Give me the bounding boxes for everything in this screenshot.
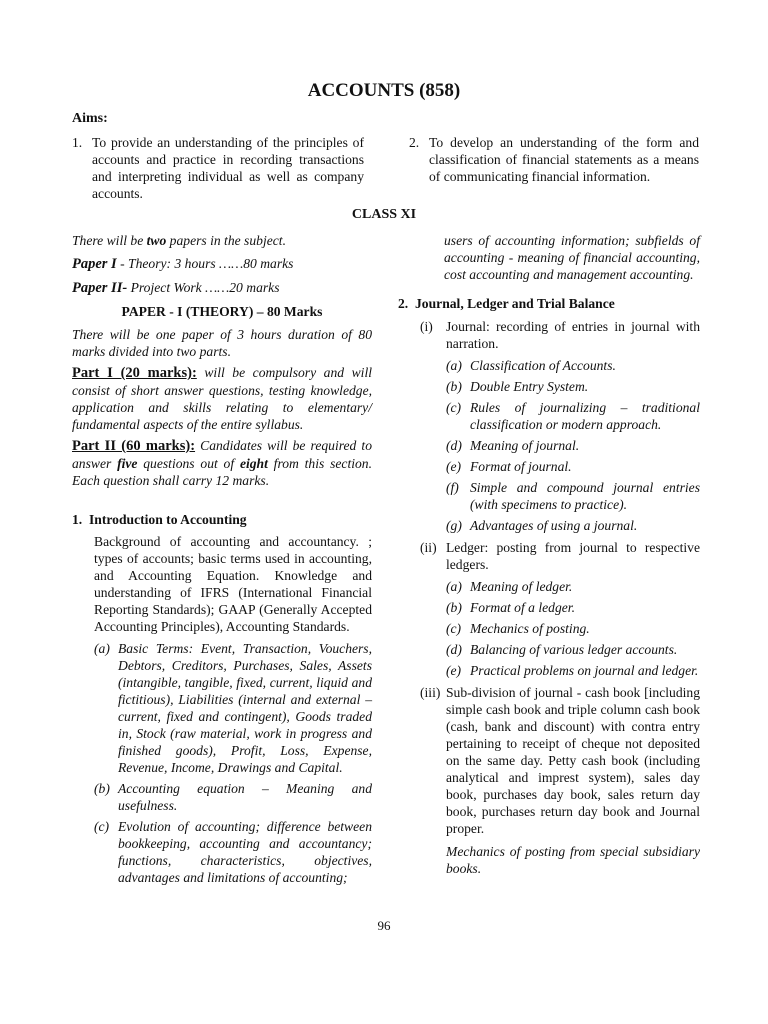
- papers-intro: There will be two papers in the subject.: [72, 233, 286, 248]
- aim-text: To develop an understanding of the form and classification of financial statements as a means of communicating financial information.: [429, 135, 699, 184]
- section-1-heading: 1. Introduction to Accounting: [72, 512, 247, 527]
- subsection-iii-note: Mechanics of posting from special subsidiary books.: [446, 844, 700, 876]
- aim-item: [72, 134, 364, 202]
- subsection-ii-list: [446, 578, 700, 679]
- aim-number: 1.: [72, 135, 83, 150]
- list-item: (d) Balancing of various ledger accounts.: [446, 642, 678, 657]
- list-item: (d) Meaning of journal.: [446, 438, 580, 453]
- continued-text: users of accounting information; subfields of accounting - meaning of financial accounting, cost accounting and management accounting.: [444, 233, 700, 282]
- list-item: (e) Practical problems on journal and ledger.: [446, 663, 699, 678]
- part-2-description: Part II (60 marks): Candidates will be required to answer five questions out of eight from this section. Each question shall carry 12 marks.: [72, 438, 372, 488]
- list-item: (b) Accounting equation – Meaning and usefulness.: [94, 781, 372, 813]
- subsection-ii: (ii) Ledger: posting from journal to respective ledgers.: [420, 540, 700, 572]
- subsection-i: (i) Journal: recording of entries in journal with narration.: [420, 319, 700, 351]
- aims-label: Aims:: [72, 111, 108, 126]
- list-item: (a) Meaning of ledger.: [446, 579, 573, 594]
- aim-number: 2.: [409, 135, 420, 150]
- paper-2-line: Paper II- Project Work ……20 marks: [72, 280, 280, 296]
- list-item: (c) Rules of journalizing – traditional classification or modern approach.: [446, 400, 700, 432]
- list-item: (f) Simple and compound journal entries (with specimens to practice).: [446, 480, 700, 512]
- paper-1-line: Paper I - Theory: 3 hours ……80 marks: [72, 256, 294, 272]
- list-item: (c) Evolution of accounting; difference between bookkeeping, accounting and accountancy; functions, characteristics, objectives, advantages and limitations of accounting;: [94, 819, 372, 885]
- list-item: (c) Mechanics of posting.: [446, 621, 590, 636]
- list-item: (g) Advantages of using a journal.: [446, 518, 638, 533]
- list-item: (a) Classification of Accounts.: [446, 358, 616, 373]
- section-1-body: Background of accounting and accountancy. ; types of accounts; basic terms used in accounting, and Accounting Equation. Knowledge and understanding of IFRS (International Financial Reporting Standards); GAAP (Generally Accepted Accounting Principles), Accounting Standards.: [94, 534, 372, 634]
- right-column: [398, 232, 700, 877]
- subsection-i-list: [446, 357, 700, 534]
- list-item: (e) Format of journal.: [446, 459, 572, 474]
- paper-description: There will be one paper of 3 hours duration of 80 marks divided into two parts.: [72, 327, 372, 359]
- document-title: ACCOUNTS (858): [307, 80, 461, 101]
- list-item: (b) Double Entry System.: [446, 379, 589, 394]
- list-item: (a) Basic Terms: Event, Transaction, Vouchers, Debtors, Creditors, Purchases, Sales, Assets (intangible, tangible, fixed, current, liquid and fictitious), Liabilities (internal and external – current, fixed and contingent), Goods traded in, Stock (raw material, work in progress and finished goods), Profit, Loss, Expense, Revenue, Income, Drawings and Capital.: [94, 641, 372, 775]
- page-number: 96: [377, 918, 391, 933]
- section-2-heading: 2. Journal, Ledger and Trial Balance: [398, 296, 615, 311]
- aim-text: To provide an understanding of the principles of accounts and practice in recording transactions and interpreting individual as well as company accounts.: [92, 135, 364, 201]
- part-1-description: Part I (20 marks): will be compulsory and will consist of short answer questions, testing knowledge, application and skills relating to elementary/ fundamental aspects of the entire syllabus.: [72, 365, 373, 432]
- subsection-iii: (iii) Sub-division of journal - cash book [including simple cash book and triple column cash book (cash, bank and discount) with contra entry pertaining to receipt of cheque not deposited on the same day. Petty cash book (including analytical and imprest system), sales day book, purchases day book, sales return day book, purchases return day book and Journal proper.: [420, 685, 700, 836]
- paper-theory-heading: PAPER - I (THEORY) – 80 Marks: [121, 304, 323, 319]
- list-item: (b) Format of a ledger.: [446, 600, 575, 615]
- aim-item: [409, 134, 699, 185]
- left-column: [72, 232, 372, 886]
- class-heading: CLASS XI: [351, 207, 417, 222]
